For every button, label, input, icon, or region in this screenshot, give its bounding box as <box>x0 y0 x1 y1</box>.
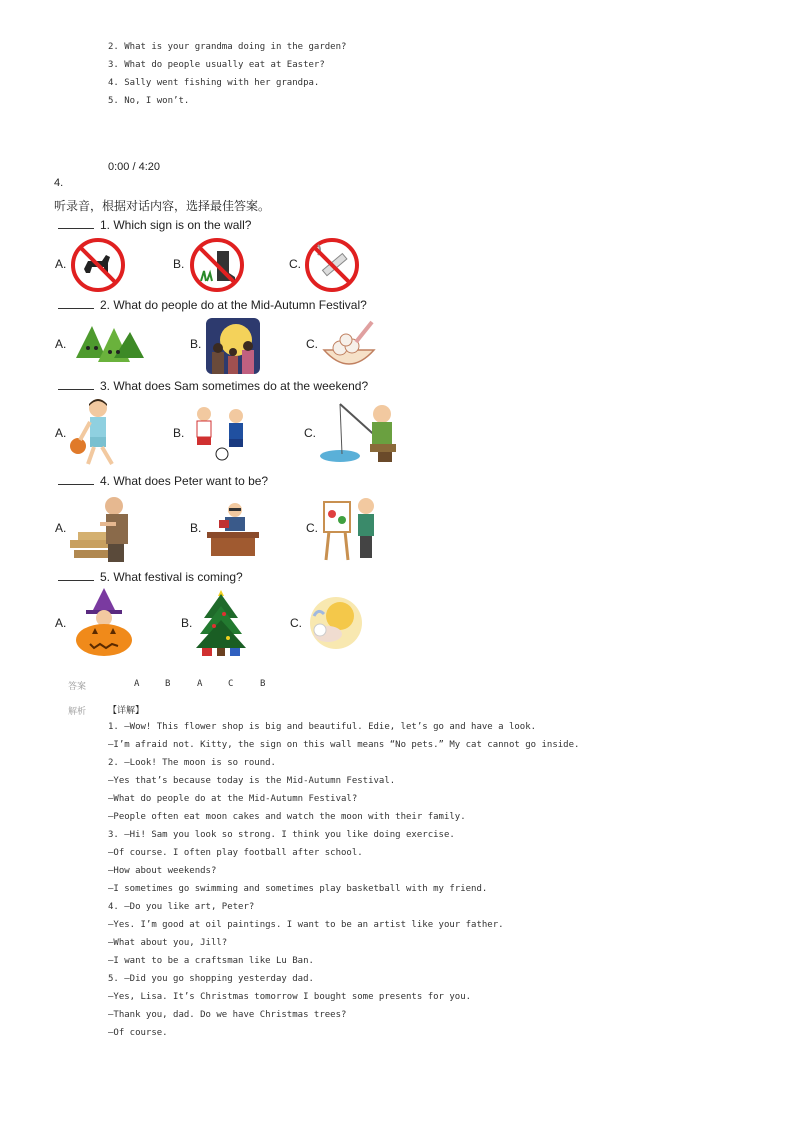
answer-item: A <box>197 679 203 689</box>
answer-blank[interactable] <box>58 474 94 485</box>
transcript-line: 5. —Did you go shopping yesterday dad. <box>108 974 314 984</box>
fishing-image[interactable] <box>320 400 400 470</box>
question-text: 1. Which sign is on the wall? <box>100 218 252 232</box>
no-pets-sign-icon[interactable] <box>70 237 126 297</box>
option-label: C. <box>304 426 316 440</box>
no-smoking-sign-icon[interactable] <box>304 237 360 297</box>
option-label: B. <box>173 257 185 271</box>
option-label: A. <box>55 616 67 630</box>
transcript-line: —Yes that’s because today is the Mid-Autumn Festival. <box>108 776 396 786</box>
option-label: C. <box>290 616 302 630</box>
answer-item: C <box>228 679 234 689</box>
answer-label: 答案 <box>68 682 87 692</box>
option-label: A. <box>55 426 67 440</box>
detail-header: 【详解】 <box>108 706 145 716</box>
analysis-label: 解析 <box>68 707 87 717</box>
option-label: B. <box>173 426 185 440</box>
list-item: 3. What do people usually eat at Easter? <box>108 60 325 70</box>
answer-blank[interactable] <box>58 570 94 581</box>
list-item: 2. What is your grandma doing in the garden? <box>108 42 347 52</box>
transcript-line: —I sometimes go swimming and sometimes play basketball with my friend. <box>108 884 488 894</box>
question-text: 5. What festival is coming? <box>100 570 243 584</box>
question-text: 2. What do people do at the Mid-Autumn Festival? <box>100 298 367 312</box>
artist-painting-image[interactable] <box>320 492 380 568</box>
watching-moon-image[interactable] <box>206 318 260 378</box>
boy-basketball-image[interactable] <box>68 396 130 474</box>
transcript-line: —What do people do at the Mid-Autumn Festival? <box>108 794 358 804</box>
option-label: A. <box>55 337 67 351</box>
transcript-line: —I’m afraid not. Kitty, the sign on this wall means “No pets.” My cat cannot go inside. <box>108 740 580 750</box>
transcript-line: —How about weekends? <box>108 866 217 876</box>
question-4 <box>58 474 268 488</box>
option-label: C. <box>306 521 318 535</box>
answer-blank[interactable] <box>58 379 94 390</box>
question-1 <box>58 218 251 232</box>
section-number: 4. <box>54 177 64 189</box>
craftsman-image[interactable] <box>70 494 148 570</box>
transcript-line: 2. —Look! The moon is so round. <box>108 758 276 768</box>
question-text: 4. What does Peter want to be? <box>100 474 269 488</box>
question-text: 3. What does Sam sometimes do at the weekend? <box>100 379 369 393</box>
transcript-line: —Of course. <box>108 1028 168 1038</box>
transcript-line: —I want to be a craftsman like Lu Ban. <box>108 956 314 966</box>
question-3 <box>58 379 368 393</box>
rice-dumplings-image[interactable] <box>72 318 146 376</box>
option-label: B. <box>181 616 193 630</box>
list-item: 4. Sally went fishing with her grandpa. <box>108 78 320 88</box>
transcript-line: —Thank you, dad. Do we have Christmas trees? <box>108 1010 347 1020</box>
transcript-line: —People often eat moon cakes and watch the moon with their family. <box>108 812 466 822</box>
sweet-dumplings-bowl-image[interactable] <box>320 316 378 378</box>
transcript-line: —Yes, Lisa. It’s Christmas tomorrow I bought some presents for you. <box>108 992 472 1002</box>
transcript-line: 1. —Wow! This flower shop is big and beautiful. Edie, let’s go and have a look. <box>108 722 537 732</box>
option-label: B. <box>190 337 202 351</box>
boys-football-image[interactable] <box>188 404 258 466</box>
option-label: A. <box>55 257 67 271</box>
option-label: C. <box>306 337 318 351</box>
question-5 <box>58 570 243 584</box>
christmas-tree-image[interactable] <box>196 588 246 662</box>
answer-item: B <box>165 679 171 689</box>
list-item: 5. No, I won’t. <box>108 96 190 106</box>
halloween-pumpkin-image[interactable] <box>72 588 136 662</box>
option-label: A. <box>55 521 67 535</box>
transcript-line: 3. —Hi! Sam you look so strong. I think you like doing exercise. <box>108 830 455 840</box>
no-walking-on-grass-sign-icon[interactable] <box>189 237 245 297</box>
transcript-line: —What about you, Jill? <box>108 938 228 948</box>
mid-autumn-moon-rabbit-image[interactable] <box>306 594 366 656</box>
transcript-line: —Of course. I often play football after school. <box>108 848 363 858</box>
transcript-line: 4. —Do you like art, Peter? <box>108 902 255 912</box>
answer-item: A <box>134 679 140 689</box>
question-2 <box>58 298 367 312</box>
option-label: C. <box>289 257 301 271</box>
answer-item: B <box>260 679 266 689</box>
teacher-desk-image[interactable] <box>205 500 263 562</box>
audio-time[interactable]: 0:00 / 4:20 <box>108 161 160 173</box>
instruction: 听录音，根据对话内容，选择最佳答案。 <box>54 199 271 213</box>
option-label: B. <box>190 521 202 535</box>
answer-blank[interactable] <box>58 298 94 309</box>
answer-blank[interactable] <box>58 218 94 229</box>
transcript-line: —Yes. I’m good at oil paintings. I want to be an artist like your father. <box>108 920 504 930</box>
